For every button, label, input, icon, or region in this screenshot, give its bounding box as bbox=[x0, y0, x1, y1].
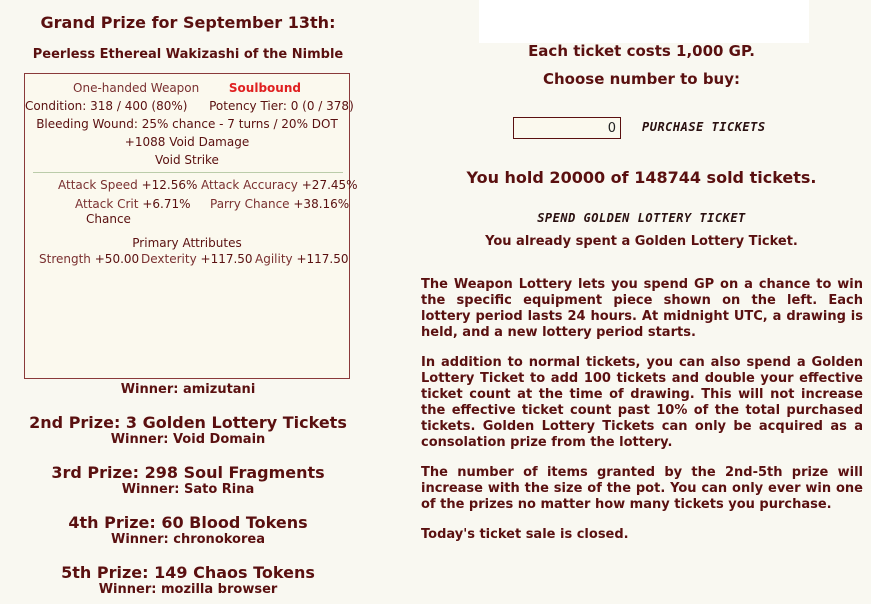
spend-golden-ticket-button[interactable]: SPEND GOLDEN LOTTERY TICKET bbox=[537, 211, 746, 225]
parry-chance-value: +38.16% bbox=[293, 197, 350, 211]
item-type-line bbox=[25, 81, 349, 95]
grand-prize-winner: Winner: amizutani bbox=[120, 382, 256, 397]
void-strike-text: Void Strike bbox=[155, 153, 219, 167]
item-preview-panel bbox=[479, 0, 809, 43]
attack-crit-label: Attack Crit bbox=[75, 197, 139, 211]
potency-text: Potency Tier: 0 (0 / 378) bbox=[209, 99, 354, 113]
agility-stat bbox=[255, 252, 349, 266]
attack-crit-stat bbox=[75, 197, 191, 211]
prize-3-title: 3rd Prize: 298 Soul Fragments bbox=[51, 463, 325, 482]
prize-3-winner: Winner: Sato Rina bbox=[121, 482, 255, 497]
tickets-held-text: You hold 20000 of 148744 sold tickets. bbox=[466, 168, 817, 187]
attack-accuracy-value: +27.45% bbox=[301, 178, 358, 192]
strength-stat bbox=[39, 252, 139, 266]
parry-chance-stat bbox=[210, 197, 349, 211]
parry-chance-label: Parry Chance bbox=[210, 197, 290, 211]
dexterity-stat bbox=[141, 252, 253, 266]
purchase-tickets-button[interactable]: PURCHASE TICKETS bbox=[642, 120, 766, 134]
prize-2-title: 2nd Prize: 3 Golden Lottery Tickets bbox=[29, 413, 347, 432]
attack-crit-value: +6.71% bbox=[142, 197, 191, 211]
prize-2-winner: Winner: Void Domain bbox=[110, 432, 266, 447]
lottery-info-paragraph-3: The number of items granted by the 2nd-5th prize will increase with the size of the pot. You can only ever win one of the prizes no matter how many tickets you purchase. bbox=[421, 465, 863, 512]
condition-line bbox=[25, 99, 354, 113]
attack-accuracy-stat bbox=[201, 178, 358, 192]
item-name: Peerless Ethereal Wakizashi of the Nimble bbox=[32, 47, 344, 62]
attack-crit-label-line2: Chance bbox=[86, 212, 131, 226]
attack-speed-stat bbox=[58, 178, 197, 192]
attack-speed-label: Attack Speed bbox=[58, 178, 138, 192]
item-type: One-handed Weapon bbox=[73, 81, 200, 95]
lottery-info-paragraph-2: In addition to normal tickets, you can also spend a Golden Lottery Ticket to add 100 tickets and double your effective ticket count at the time of drawing. This will not increase the effective ticket count past 10% of the total purchased tickets. Golden Lottery Tickets can only be acquired as a consolation prize from the lottery. bbox=[421, 355, 863, 450]
lottery-info-paragraph-1: The Weapon Lottery lets you spend GP on a chance to win the specific equipment piece shown on the left. Each lottery period lasts 24 hours. At midnight UTC, a drawing is held, and a new lottery period starts. bbox=[421, 277, 863, 340]
prize-4-title: 4th Prize: 60 Blood Tokens bbox=[68, 513, 308, 532]
grand-prize-title: Grand Prize for September 13th: bbox=[40, 13, 336, 32]
item-details-box bbox=[24, 73, 358, 379]
ticket-cost-text: Each ticket costs 1,000 GP. bbox=[528, 42, 755, 60]
attack-speed-value: +12.56% bbox=[141, 178, 198, 192]
soulbound-badge: Soulbound bbox=[228, 81, 301, 95]
dexterity-label: Dexterity bbox=[141, 252, 197, 266]
stats-divider bbox=[33, 172, 343, 173]
choose-number-text: Choose number to buy: bbox=[542, 70, 741, 88]
agility-label: Agility bbox=[255, 252, 293, 266]
bleeding-wound-text: Bleeding Wound: 25% chance - 7 turns / 20% DOT bbox=[36, 117, 338, 131]
prize-4-winner: Winner: chronokorea bbox=[111, 532, 265, 547]
dexterity-value: +117.50 bbox=[200, 252, 253, 266]
prize-5-title: 5th Prize: 149 Chaos Tokens bbox=[61, 563, 315, 582]
ticket-quantity-input[interactable] bbox=[513, 117, 621, 139]
strength-label: Strength bbox=[39, 252, 91, 266]
strength-value: +50.00 bbox=[94, 252, 140, 266]
golden-ticket-spent-text: You already spent a Golden Lottery Ticket. bbox=[485, 234, 798, 249]
void-damage-text: +1088 Void Damage bbox=[124, 135, 250, 149]
prize-5-winner: Winner: mozilla browser bbox=[98, 582, 278, 597]
agility-value: +117.50 bbox=[296, 252, 349, 266]
primary-attributes-title: Primary Attributes bbox=[132, 236, 242, 250]
condition-text: Condition: 318 / 400 (80%) bbox=[25, 99, 188, 113]
ticket-sale-closed-text: Today's ticket sale is closed. bbox=[421, 527, 629, 542]
attack-accuracy-label: Attack Accuracy bbox=[201, 178, 298, 192]
